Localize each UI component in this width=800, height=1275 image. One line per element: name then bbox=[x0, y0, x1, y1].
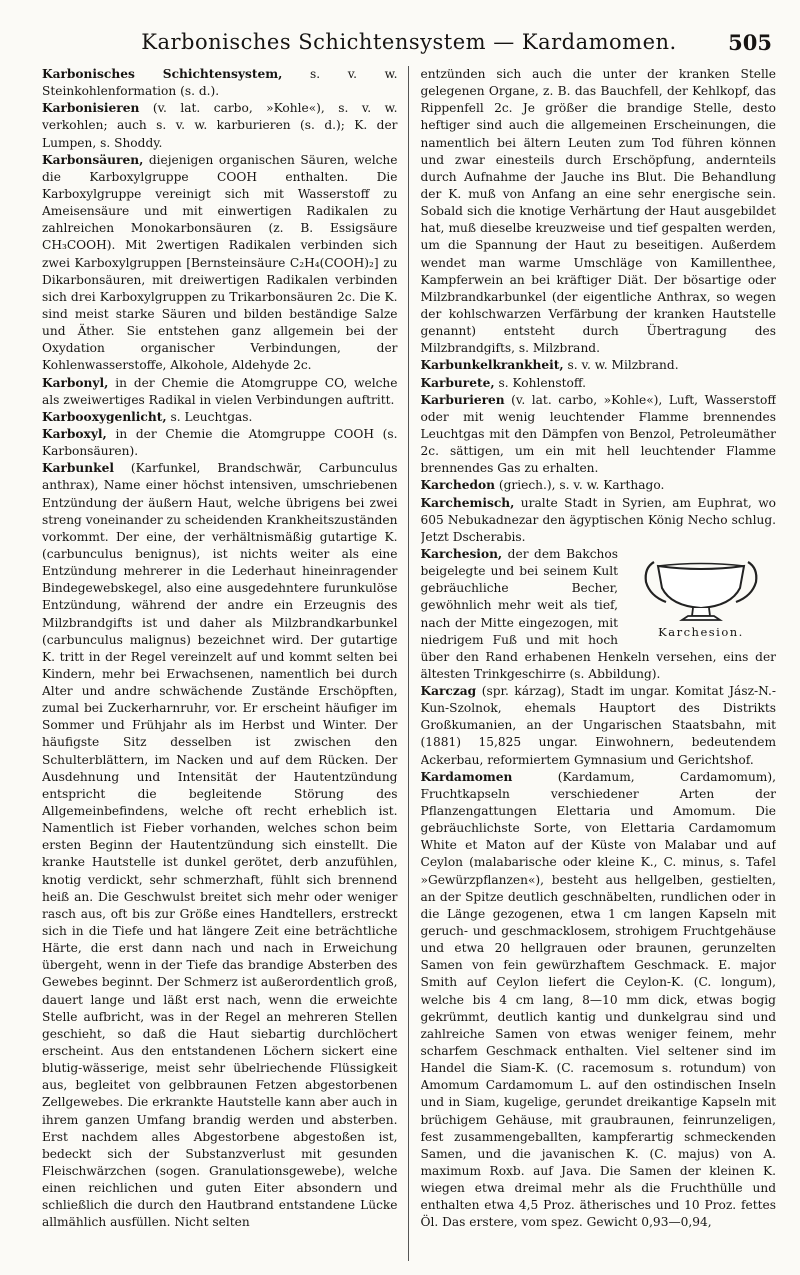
entry-text: s. Leuchtgas. bbox=[166, 409, 253, 424]
entry-headword: Karchesion, bbox=[420, 546, 503, 561]
entry-headword: Kardamomen bbox=[420, 769, 513, 784]
dictionary-entry bbox=[42, 460, 398, 1231]
entry-text: in der Chemie die Atomgruppe CO, welche als zweiwertiges Radikal in vielen Verbindungen auftritt. bbox=[42, 375, 398, 407]
entry-headword: Karchedon bbox=[420, 478, 495, 493]
entry-text: (griech.), s. v. w. Karthago. bbox=[494, 478, 665, 493]
dictionary-entry bbox=[42, 66, 398, 100]
left-column bbox=[42, 66, 409, 1261]
right-column bbox=[421, 66, 777, 1261]
entry-text: uralte Stadt in Syrien, am Euphrat, wo 605 Nebukadnezar den ägyptischen König Necho schlug. Jetzt Dscherabis. bbox=[420, 495, 776, 544]
dictionary-entry bbox=[421, 495, 777, 546]
entry-text: s. v. w. Steinkohlenformation (s. d.). bbox=[42, 67, 398, 99]
dictionary-entry bbox=[421, 769, 777, 1232]
entry-text: s. v. w. Milzbrand. bbox=[563, 358, 679, 373]
entry-headword: Karburieren bbox=[420, 392, 505, 407]
dictionary-entry bbox=[421, 477, 777, 494]
dictionary-entry bbox=[42, 100, 398, 151]
dictionary-entry bbox=[42, 409, 398, 426]
dictionary-entry bbox=[421, 392, 777, 478]
dictionary-entry bbox=[421, 683, 777, 769]
entry-text: in der Chemie die Atomgruppe COOH (s. Karbonsäuren). bbox=[42, 426, 398, 459]
entry-headword: Karbonisches Schichtensystem, bbox=[42, 67, 283, 81]
entry-text: (Karfunkel, Brandschwär, Carbunculus anthrax), Name einer höchst intensiven, umschriebenen Entzündung der äußern Haut, welche übrigens bei zwei streng voneinander zu scheidenden Krankheitszuständen vorkommt. Der eine, der verhältnismäßig gutartige K. (carbunculus benignus), ist nichts weiter als eine Entzündung mehrerer in die Lederhaut hineinragender Bindegewebskegel, also eine ausgedehntere furunkulöse Entzündung, während der andre ein Erzeugnis des Milzbrandgifts ist und daher als Milzbrandkarbunkel (carbunculus malignus) bezeichnet wird. Der gutartige K. tritt in der Regel vereinzelt auf und kommt selten bei Kindern, mehr bei Erwachsenen, namentlich bei durch Alter und andre schwächende Zustände Erschöpften, zumal bei Zuckerharnruhr, vor. Er erscheint häufiger im Sommer und Frühjahr als im Herbst und Winter. Der häufigste Sitz desselben ist zwischen den Schulterblättern, im Nacken und auf dem Rücken. Der Ausdehnung und Intensität der Hautentzündung entspricht die begleitende Störung des Allgemeinbefindens, welche oft recht erheblich ist. Namentlich ist Fieber vorhanden, welches schon beim ersten Beginn der Hautentzündung sich einstellt. Die kranke Hautstelle ist dunkel gerötet, derb anzufühlen, knotig verdickt, sehr schmerzhaft, fühlt sich brennend heiß an. Die Geschwulst breitet sich mehr oder weniger rasch aus, oft bis zur Größe eines Handtellers, erstreckt sich in die Tiefe und hat längere Zeit eine beträchtliche Härte, die erst dann nach und nach in Erweichung übergeht, wenn in der Tiefe das brandige Absterben des Gewebes beginnt. Der Schmerz ist außerordentlich groß, dauert lange und läßt erst nach, wenn die erweichte Stelle aufbricht, was in der Regel an mehreren Stellen geschieht, so daß die Haut siebartig durchlöchert erscheint. Aus den entstandenen Löchern sickert eine blutig-wässerige, meist sehr übelriechende Flüssigkeit aus, begleitet von gelbbraunen Fetzen abgestorbenen Zellgewebes. Die erkrankte Hautstelle kann aber auch in ihrem ganzen Umfang brandig werden und absterben. Erst nachdem alles Abgestorbene abgestoßen ist, bedeckt sich der Substanzverlust mit gesunden Fleischwärzchen (sogen. Granulationsgewebe), welche einen reichlichen und guten Eiter absondern und schließlich die durch den Hautbrand entstandene Lücke allmählich ausfüllen. Nicht selten bbox=[42, 461, 398, 1230]
page-number: 505 bbox=[728, 30, 772, 55]
entry-text: diejenigen organischen Säuren, welche die Karboxylgruppe COOH enthalten. Die Karboxylgruppe vereinigt sich mit Wasserstoff zu Ameisensäure und mit einwertigen Radikalen zu zahlreichen Monokarbonsäuren (z. B. Essigsäure CH₃COOH). Mit 2wertigen Radikalen verbinden sich zwei Karboxylgruppen [Bernsteinsäure C₂H₄(COOH)₂] zu Dikarbonsäuren, mit dreiwertigen Radikalen verbinden sich drei Karboxylgruppen zu Trikarbonsäuren 2c. Die K. sind meist starke Säuren und bilden beständige Salze und Äther. Sie entstehen ganz allgemein bei der Oxydation organischer Verbindungen, der Kohlenwasserstoffe, Alkohole, Aldehyde 2c. bbox=[42, 152, 398, 373]
entry-text: (v. lat. carbo, »Kohle«), s. v. w. verkohlen; auch s. v. w. karburieren (s. d.); K. der Lumpen, s. Shoddy. bbox=[42, 101, 398, 150]
entry-text: entzünden sich auch die unter der kranken Stelle gelegenen Organe, z. B. das Bauchfell, der Kehlkopf, das Rippenfell 2c. Je größer die brandige Stelle, desto heftiger sind auch die allgemeinen Erscheinungen, die namentlich bei ältern Leuten zum Tod führen können und zwar einesteils durch Erschöpfung, andernteils durch Aufnahme der Jauche ins Blut. Die Behandlung der K. muß von Anfang an eine sehr energische sein. Sobald sich die knotige Verhärtung der Haut ausgebildet hat, muß dieselbe kreuzweise und tief gespalten werden, um die Spannung der Haut zu beseitigen. Außerdem wendet man warme Umschläge von Kamillenthee, Kampferwein an bei kräftiger Diät. Der bösartige oder Milzbrandkarbunkel (der eigentliche Anthrax, so wegen der kohlschwarzen Verfärbung der kranken Hautstelle genannt) entsteht durch Übertragung des Milzbrandgifts, s. Milzbrand. bbox=[420, 67, 776, 356]
text-columns bbox=[42, 66, 776, 1261]
entry-headword: Karbonsäuren, bbox=[42, 152, 144, 167]
entry-headword: Karbonyl, bbox=[42, 375, 109, 390]
entry-headword: Karboxyl, bbox=[42, 426, 107, 441]
entry-text: (v. lat. carbo, »Kohle«), Luft, Wasserstoff oder mit wenig leuchtender Flamme brennendes Leuchtgas mit den Dämpfen von Benzol, Petroleumäther 2c. sättigen, um ein mit hell leuchtender Flamme brennendes Gas zu erhalten. bbox=[420, 392, 776, 476]
entry-headword: Karbunkel bbox=[42, 461, 114, 476]
figure-caption: Karchesion. bbox=[658, 624, 744, 639]
entry-headword: Karbunkelkrankheit, bbox=[420, 358, 564, 373]
entry-headword: Karchemisch, bbox=[420, 495, 515, 510]
karchesion-cup-icon bbox=[636, 552, 766, 624]
dictionary-entry bbox=[421, 375, 777, 392]
dictionary-entry bbox=[421, 357, 777, 374]
dictionary-entry bbox=[42, 375, 398, 409]
dictionary-entry bbox=[42, 152, 398, 375]
entry-text: der dem Bakchos beigelegte und bei seinem Kult gebräuchliche Becher, gewöhnlich mehr weit als tief, nach der Mitte eingezogen, mit niedrigem Fuß und mit hoch über den Rand erhabenen Henkeln versehen, eins der ältesten Trinkgeschirre (s. Abbildung). bbox=[420, 546, 776, 681]
entry-headword: Karczag bbox=[420, 684, 477, 699]
page-header bbox=[42, 30, 776, 58]
running-title: Karbonisches Schichtensystem — Kardamomen. bbox=[141, 30, 677, 54]
entry-text: s. Kohlenstoff. bbox=[494, 375, 586, 390]
entry-headword: Karbooxygenlicht, bbox=[42, 409, 167, 424]
entry-headword: Karbonisieren bbox=[42, 101, 140, 116]
karchesion-figure bbox=[626, 552, 776, 641]
dictionary-entry bbox=[421, 546, 777, 683]
entry-headword: Karburete, bbox=[420, 375, 495, 390]
dictionary-entry bbox=[42, 426, 398, 460]
entry-text: (spr. kárzag), Stadt im ungar. Komitat Jász-N.-Kun-Szolnok, ehemals Hauptort des Distrikts Großkumanien, an der Ungarischen Staatsbahn, mit (1881) 15,825 ungar. Einwohnern, bedeutendem Ackerbau, reformiertem Gymnasium und Gerichtshof. bbox=[420, 684, 776, 767]
dictionary-entry bbox=[421, 66, 777, 357]
entry-text: (Kardamum, Cardamomum), Fruchtkapseln verschiedener Arten der Pflanzengattungen Elettaria und Amomum. Die gebräuchlichste Sorte, von Elettaria Cardamomum White et Maton auf der Küste von Malabar und auf Ceylon (malabarische oder kleine K., C. minus, s. Tafel »Gewürzpflanzen«), besteht aus hellgelben, gestielten, an der Spitze deutlich geschnäbelten, rundlichen oder in die Länge gezogenen, etwa 1 cm langen Kapseln mit geruch- und geschmacklosem, strohigem Fruchtgehäuse und etwa 20 hellgrauen oder braunen, gerunzelten Samen von fein gewürzhaftem Geschmack. E. major Smith auf Ceylon liefert die Ceylon-K. (C. longum), welche bis 4 cm lang, 8—10 mm dick, etwas bogig gekrümmt, deutlich kantig und dunkelgrau sind und zahlreiche Samen von etwas weniger feinem, mehr scharfem Geschmack enthalten. Viel seltener sind im Handel die Siam-K. (C. racemosum s. rotundum) von Amomum Cardamomum L. auf den ostindischen Inseln und in Siam, kugelige, gerundet dreikantige Kapseln mit brüchigem Gehäuse, mit graubraunen, feinrunzeligen, fest zusammengeballten, kampferartig schmeckenden Samen, und die javanischen K. (C. majus) von A. maximum Roxb. auf Java. Die Samen der kleinen K. wiegen etwa dreimal mehr als die Fruchthülle und enthalten etwa 4,5 Proz. ätherisches und 10 Proz. fettes Öl. Das erstere, vom spez. Gewicht 0,93—0,94, bbox=[420, 769, 776, 1230]
